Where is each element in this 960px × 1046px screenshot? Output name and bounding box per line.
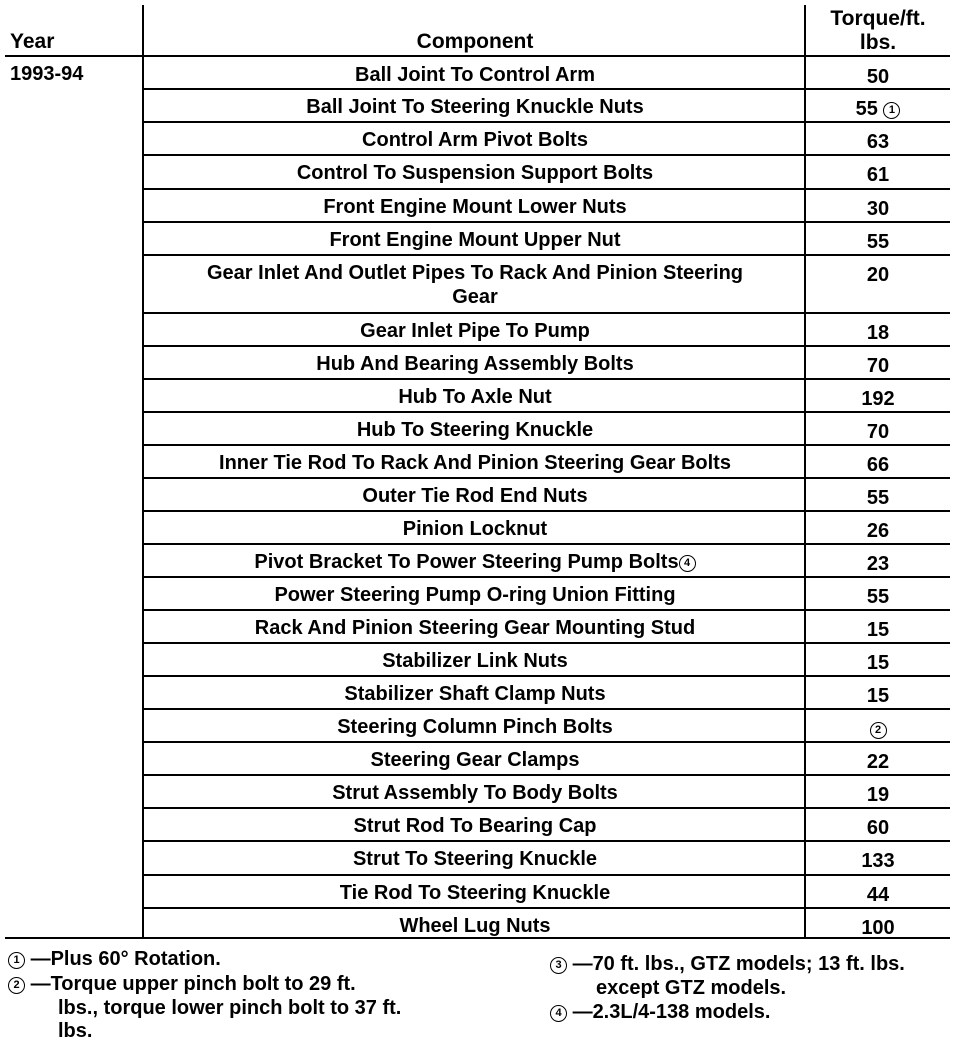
footnote-ref-marker: 2: [870, 722, 887, 739]
torque-cell: [808, 354, 948, 378]
torque-value: 66: [866, 454, 890, 476]
component-text: Steering Gear Clamps: [370, 749, 580, 771]
torque-cell: [808, 321, 948, 345]
row-separator: [142, 609, 950, 611]
torque-value: 19: [866, 784, 890, 806]
torque-value: 55: [866, 487, 890, 509]
row-separator: [142, 221, 950, 223]
header-year: Year: [10, 30, 55, 53]
torque-cell: [808, 684, 948, 708]
torque-value: 23: [866, 553, 890, 575]
footnote-ref-marker: 1: [883, 102, 900, 119]
component-text: Control Arm Pivot Bolts: [362, 129, 588, 151]
row-separator: [142, 774, 950, 776]
header-torque-line2: lbs.: [859, 31, 897, 54]
torque-cell: [808, 263, 948, 287]
torque-value: 20: [866, 264, 890, 286]
component-cell: [146, 418, 804, 442]
row-separator: [142, 312, 950, 314]
torque-cell: [808, 97, 948, 121]
row-separator: [142, 708, 950, 710]
component-text-line2: Gear: [452, 286, 498, 308]
torque-cell: [808, 783, 948, 807]
row-separator: [142, 874, 950, 876]
torque-cell: [808, 585, 948, 609]
row-separator: [142, 444, 950, 446]
component-text: Strut Rod To Bearing Cap: [353, 815, 597, 837]
torque-value: 63: [866, 131, 890, 153]
torque-value: 26: [866, 520, 890, 542]
torque-cell: [808, 197, 948, 221]
component-cell: [146, 517, 804, 541]
row-separator: [142, 840, 950, 842]
header-component: Component: [416, 30, 534, 53]
torque-value: 70: [866, 355, 890, 377]
component-cell: [146, 583, 804, 607]
torque-value: 18: [866, 322, 890, 344]
component-cell: [146, 319, 804, 343]
footnote-2-line2: lbs., torque lower pinch bolt to 37 ft.: [58, 997, 402, 1019]
torque-cell: [808, 230, 948, 254]
row-separator: [142, 345, 950, 347]
torque-value: 192: [861, 388, 895, 410]
component-cell: [146, 385, 804, 409]
component-text: Ball Joint To Steering Knuckle Nuts: [306, 96, 644, 118]
component-cell: [146, 616, 804, 640]
torque-value: 55: [866, 586, 890, 608]
torque-cell: [808, 453, 948, 477]
component-text: Tie Rod To Steering Knuckle: [339, 882, 611, 904]
footnote-1: [8, 947, 221, 971]
row-separator: [142, 543, 950, 545]
torque-cell: [808, 65, 948, 89]
component-cell: [146, 748, 804, 772]
component-text: Rack And Pinion Steering Gear Mounting Stud: [254, 617, 696, 639]
component-text: Hub To Axle Nut: [398, 386, 552, 408]
component-cell: [146, 228, 804, 252]
footnote-2-mark: 2: [8, 977, 25, 994]
component-cell: [146, 847, 804, 871]
component-text: Steering Column Pinch Bolts: [337, 716, 613, 738]
torque-cell: [808, 651, 948, 675]
footnote-3: [550, 952, 905, 976]
component-text: Control To Suspension Support Bolts: [296, 162, 654, 184]
component-text: Strut Assembly To Body Bolts: [332, 782, 618, 804]
divider-component-torque: [804, 5, 806, 938]
component-cell: [146, 484, 804, 508]
component-text: Outer Tie Rod End Nuts: [362, 485, 588, 507]
component-text: Front Engine Mount Lower Nuts: [323, 196, 627, 218]
component-cell: [146, 682, 804, 706]
row-separator: [142, 378, 950, 380]
component-cell: [146, 261, 804, 309]
footnote-1-text: —Plus 60° Rotation.: [30, 948, 221, 970]
torque-cell: [808, 486, 948, 510]
row-separator: [142, 411, 950, 413]
component-text: Inner Tie Rod To Rack And Pinion Steering Gear Bolts: [219, 452, 731, 474]
torque-value: 60: [866, 817, 890, 839]
torque-value: 50: [866, 66, 890, 88]
torque-cell: [808, 618, 948, 642]
component-cell: [146, 715, 804, 739]
torque-cell: [808, 387, 948, 411]
component-text: Stabilizer Link Nuts: [382, 650, 568, 672]
component-text: Power Steering Pump O-ring Union Fitting: [274, 584, 676, 606]
row-separator: [142, 807, 950, 809]
torque-value: 30: [866, 198, 890, 220]
component-text: Hub To Steering Knuckle: [356, 419, 594, 441]
footnote-4-text: —2.3L/4-138 models.: [572, 1001, 771, 1023]
component-cell: [146, 914, 804, 938]
component-cell: [146, 881, 804, 905]
component-cell: [146, 95, 804, 119]
torque-value: 55: [855, 98, 878, 120]
torque-value: 100: [861, 917, 895, 939]
footnote-1-mark: 1: [8, 952, 25, 969]
torque-cell: [808, 849, 948, 873]
header-torque-line1: Torque/ft.: [830, 7, 926, 30]
row-separator: [142, 675, 950, 677]
row-separator: [142, 642, 950, 644]
footnote-3-mark: 3: [550, 957, 567, 974]
torque-value: 70: [866, 421, 890, 443]
torque-value: 15: [866, 619, 890, 641]
footnote-2-line1: —Torque upper pinch bolt to 29 ft.: [30, 973, 356, 995]
component-cell: [146, 195, 804, 219]
footnote-4-mark: 4: [550, 1005, 567, 1022]
torque-cell: [808, 717, 948, 741]
component-cell: [146, 451, 804, 475]
torque-cell: [808, 163, 948, 187]
footnote-3-line1: —70 ft. lbs., GTZ models; 13 ft. lbs.: [572, 953, 905, 975]
torque-cell: [808, 750, 948, 774]
component-text: Ball Joint To Control Arm: [355, 64, 595, 86]
row-separator: [142, 510, 950, 512]
row-separator: [142, 254, 950, 256]
torque-value: 61: [866, 164, 890, 186]
year-value: 1993-94: [10, 63, 84, 85]
torque-cell: [808, 130, 948, 154]
component-text: Strut To Steering Knuckle: [352, 848, 598, 870]
torque-cell: [808, 883, 948, 907]
torque-value: 15: [866, 685, 890, 707]
torque-cell: [808, 916, 948, 940]
header-rule: [5, 55, 950, 57]
torque-cell: [808, 552, 948, 576]
component-cell: [146, 161, 804, 185]
torque-cell: [808, 816, 948, 840]
footnote-3-line2: except GTZ models.: [596, 977, 787, 999]
component-text: Gear Inlet Pipe To Pump: [360, 320, 590, 342]
component-cell: [146, 128, 804, 152]
component-cell: [146, 352, 804, 376]
footnote-2-line3: lbs.: [58, 1020, 93, 1042]
component-text: Pinion Locknut: [402, 518, 548, 540]
torque-value: 44: [866, 884, 890, 906]
component-cell: [146, 649, 804, 673]
row-separator: [142, 188, 950, 190]
component-text: Front Engine Mount Upper Nut: [329, 229, 621, 251]
row-separator: [142, 576, 950, 578]
row-separator: [142, 154, 950, 156]
torque-cell: [808, 519, 948, 543]
footnote-4: [550, 1000, 770, 1024]
torque-cell: [808, 420, 948, 444]
torque-value: 15: [866, 652, 890, 674]
divider-year-component: [142, 5, 144, 938]
component-text: Stabilizer Shaft Clamp Nuts: [344, 683, 606, 705]
torque-value: 55: [866, 231, 890, 253]
component-text: Pivot Bracket To Power Steering Pump Bolts: [254, 551, 679, 573]
component-cell: [146, 63, 804, 87]
component-cell: [146, 550, 804, 574]
row-separator: [142, 121, 950, 123]
footnote-2: [8, 972, 356, 996]
row-separator: [142, 477, 950, 479]
row-separator: [142, 907, 950, 909]
component-text: Wheel Lug Nuts: [399, 915, 551, 937]
component-text: Gear Inlet And Outlet Pipes To Rack And Pinion Steering: [207, 262, 743, 284]
torque-value: 22: [866, 751, 890, 773]
torque-value: 133: [861, 850, 895, 872]
footnote-ref-marker: 4: [679, 555, 696, 572]
component-cell: [146, 781, 804, 805]
component-cell: [146, 814, 804, 838]
component-text: Hub And Bearing Assembly Bolts: [316, 353, 634, 375]
row-separator: [142, 741, 950, 743]
